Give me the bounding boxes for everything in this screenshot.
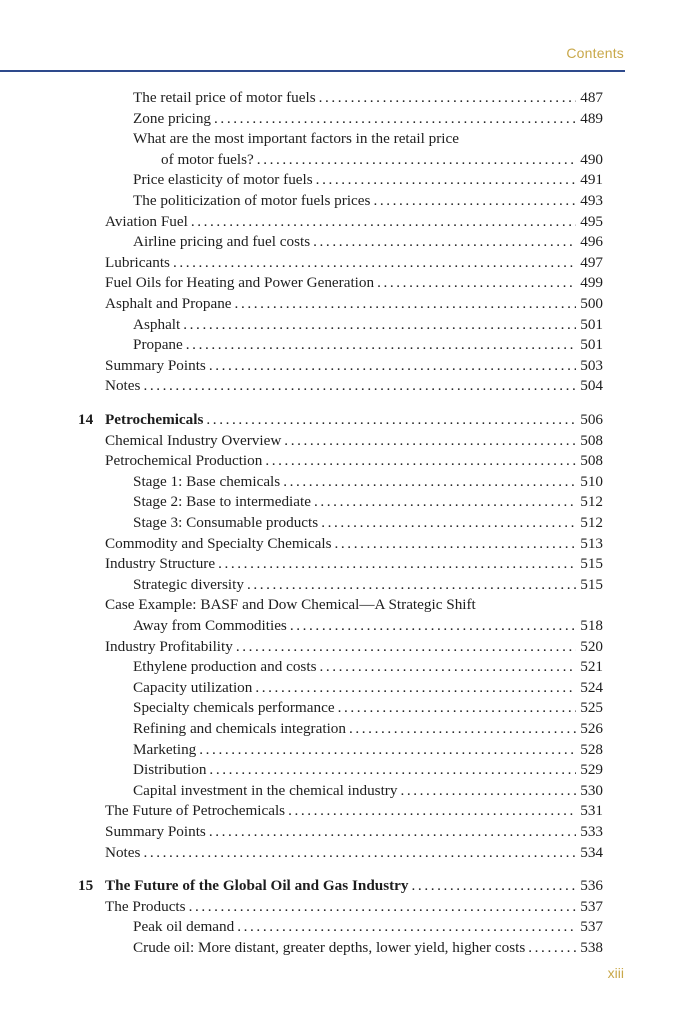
toc-entry — [0, 129, 682, 149]
toc-entry — [0, 431, 682, 451]
entry-page-number: 508 — [580, 431, 603, 449]
header-rule — [0, 70, 625, 72]
dot-leader — [280, 472, 576, 492]
entry-title: Crude oil: More distant, greater depths, lower yield, higher costs — [133, 939, 526, 956]
toc-entry — [0, 595, 682, 615]
toc-entry — [0, 657, 682, 677]
toc-entry — [0, 678, 682, 698]
dot-leader — [232, 294, 577, 314]
entry-page-number: 489 — [580, 109, 603, 127]
folio-page-number: xiii — [607, 965, 624, 981]
toc-entry — [0, 740, 682, 760]
entry-page-number: 512 — [580, 493, 603, 511]
entry-title: Summary Points — [105, 823, 206, 840]
entry-page-number: 531 — [580, 802, 603, 820]
entry-page-number: 537 — [580, 897, 603, 915]
entry-page-number: 493 — [580, 192, 603, 209]
dot-leader — [374, 273, 576, 293]
entry-page-number: 521 — [580, 658, 603, 676]
chapter-number: 14 — [78, 411, 94, 428]
entry-title: Case Example: BASF and Dow Chemical—A Strategic Shift — [105, 596, 476, 614]
dot-leader — [262, 451, 576, 471]
entry-page-number: 529 — [580, 761, 603, 779]
entry-page-number: 495 — [580, 212, 603, 230]
toc-entry — [0, 760, 682, 780]
entry-page-number: 501 — [580, 336, 603, 354]
entry-page-number: 497 — [580, 253, 603, 271]
entry-title: Capital investment in the chemical industry — [133, 781, 398, 799]
dot-leader — [310, 232, 576, 252]
entry-title: Asphalt — [133, 315, 181, 333]
entry-title: Distribution — [133, 761, 207, 779]
entry-title: Away from Commodities — [133, 617, 287, 634]
dot-leader — [234, 917, 576, 937]
entry-title: Peak oil demand — [133, 918, 235, 936]
dot-leader — [233, 637, 576, 657]
dot-leader — [206, 760, 576, 780]
dot-leader — [180, 315, 576, 335]
entry-title: The politicization of motor fuels prices — [133, 192, 371, 209]
entry-page-number: 504 — [580, 377, 603, 395]
entry-title: The Future of Petrochemicals — [105, 802, 286, 820]
entry-title: Ethylene production and costs — [133, 658, 317, 676]
entry-title: Propane — [133, 336, 183, 354]
dot-leader — [346, 719, 576, 739]
toc-entry — [0, 513, 682, 533]
entry-title: Industry Structure — [105, 555, 216, 573]
toc-entry — [0, 273, 682, 293]
dot-leader — [313, 170, 577, 190]
toc-entry — [0, 191, 682, 211]
dot-leader — [397, 781, 576, 801]
entry-page-number: 500 — [580, 295, 603, 312]
entry-page-number: 512 — [580, 514, 603, 531]
entry-title: Price elasticity of motor fuels — [133, 171, 313, 189]
dot-leader — [335, 698, 577, 718]
dot-leader — [252, 678, 576, 698]
toc-entry — [0, 781, 682, 801]
entry-title: The Future of the Global Oil and Gas Industry — [105, 877, 409, 895]
entry-title: of motor fuels? — [161, 150, 254, 168]
toc-entry — [0, 315, 682, 335]
entry-title: Strategic diversity — [133, 575, 244, 593]
toc-entry — [0, 376, 682, 396]
dot-leader — [188, 212, 576, 232]
dot-leader — [332, 534, 577, 554]
dot-leader — [140, 843, 576, 863]
dot-leader — [211, 109, 576, 129]
entry-title: Summary Points — [105, 356, 206, 374]
entry-page-number: 501 — [580, 315, 603, 333]
dot-leader — [170, 253, 576, 273]
entry-title: Stage 2: Base to intermediate — [133, 493, 311, 511]
dot-leader — [409, 876, 577, 896]
toc-entry — [0, 637, 682, 657]
toc-entry — [0, 822, 682, 842]
dot-leader — [316, 88, 577, 108]
toc-entry — [0, 109, 682, 129]
toc-entry — [0, 170, 682, 190]
entry-title: Commodity and Specialty Chemicals — [105, 534, 332, 552]
toc-chapter-entry — [0, 410, 682, 430]
entry-title: Stage 3: Consumable products — [133, 514, 319, 531]
dot-leader — [316, 657, 576, 677]
entry-page-number: 508 — [580, 452, 603, 470]
entry-title: Petrochemicals — [105, 411, 204, 428]
entry-title: Specialty chemicals performance — [133, 699, 335, 717]
dot-leader — [285, 801, 576, 821]
toc-entry — [0, 843, 682, 863]
toc-entry — [0, 575, 682, 595]
toc-entry — [0, 232, 682, 252]
dot-leader — [287, 616, 576, 636]
dot-leader — [244, 575, 576, 595]
entry-page-number: 491 — [580, 171, 603, 189]
entry-page-number: 528 — [580, 740, 603, 758]
entry-page-number: 524 — [580, 678, 603, 696]
entry-page-number: 513 — [580, 534, 603, 552]
toc-entry — [0, 917, 682, 937]
dot-leader — [206, 356, 576, 376]
toc-entry — [0, 616, 682, 636]
toc-entry — [0, 801, 682, 821]
dot-leader — [311, 492, 576, 512]
entry-title: Capacity utilization — [133, 678, 253, 696]
entry-page-number: 490 — [580, 150, 603, 168]
entry-page-number: 506 — [580, 411, 603, 428]
toc-entry — [0, 253, 682, 273]
entry-title: Zone pricing — [133, 109, 212, 127]
toc-entry — [0, 938, 682, 958]
entry-title: Fuel Oils for Heating and Power Generation — [105, 274, 375, 292]
entry-page-number: 538 — [580, 939, 603, 956]
toc-entry — [0, 294, 682, 314]
entry-title: Aviation Fuel — [105, 212, 188, 230]
entry-title: Asphalt and Propane — [105, 295, 232, 312]
entry-page-number: 510 — [580, 472, 603, 490]
running-header: Contents — [566, 45, 624, 61]
entry-title: Chemical Industry Overview — [105, 431, 282, 449]
entry-page-number: 520 — [580, 637, 603, 655]
toc-entry — [0, 212, 682, 232]
entry-title: The retail price of motor fuels — [133, 89, 316, 106]
entry-page-number: 526 — [580, 720, 603, 737]
entry-page-number: 525 — [580, 699, 603, 717]
entry-title: Notes — [105, 843, 141, 861]
entry-title: What are the most important factors in the retail price — [133, 130, 459, 148]
toc-entry — [0, 472, 682, 492]
dot-leader — [281, 431, 576, 451]
toc-chapter-entry — [0, 876, 682, 896]
chapter-number: 15 — [78, 877, 94, 895]
dot-leader — [206, 822, 576, 842]
entry-page-number: 536 — [580, 877, 603, 895]
entry-title: Industry Profitability — [105, 637, 233, 655]
toc-entry — [0, 150, 682, 170]
toc-entry — [0, 554, 682, 574]
entry-page-number: 534 — [580, 843, 603, 861]
entry-page-number: 537 — [580, 918, 603, 936]
dot-leader — [186, 897, 577, 917]
entry-title: Stage 1: Base chemicals — [133, 472, 281, 490]
entry-page-number: 515 — [580, 555, 603, 573]
dot-leader — [370, 191, 576, 211]
toc-entry — [0, 492, 682, 512]
entry-title: Petrochemical Production — [105, 452, 263, 470]
entry-title: The Products — [105, 897, 186, 915]
entry-page-number: 503 — [580, 356, 603, 374]
toc-entry — [0, 897, 682, 917]
entry-title: Airline pricing and fuel costs — [133, 233, 311, 251]
toc-entry — [0, 356, 682, 376]
toc-entry — [0, 534, 682, 554]
toc-entry — [0, 88, 682, 108]
dot-leader — [525, 938, 576, 958]
entry-title: Lubricants — [105, 253, 170, 271]
entry-page-number: 530 — [580, 781, 603, 799]
toc-entry — [0, 451, 682, 471]
dot-leader — [183, 335, 576, 355]
dot-leader — [203, 410, 576, 430]
entry-title: Marketing — [133, 740, 197, 758]
entry-title: Refining and chemicals integration — [133, 720, 346, 737]
entry-page-number: 499 — [580, 274, 603, 292]
entry-page-number: 533 — [580, 823, 603, 840]
toc-entry — [0, 698, 682, 718]
toc-entry — [0, 719, 682, 739]
dot-leader — [318, 513, 576, 533]
entry-page-number: 515 — [580, 575, 603, 593]
entry-page-number: 518 — [580, 617, 603, 634]
dot-leader — [254, 150, 576, 170]
toc-entry — [0, 335, 682, 355]
entry-page-number: 496 — [580, 233, 603, 251]
dot-leader — [215, 554, 576, 574]
dot-leader — [140, 376, 576, 396]
entry-page-number: 487 — [580, 89, 603, 106]
entry-title: Notes — [105, 377, 141, 395]
dot-leader — [196, 740, 576, 760]
